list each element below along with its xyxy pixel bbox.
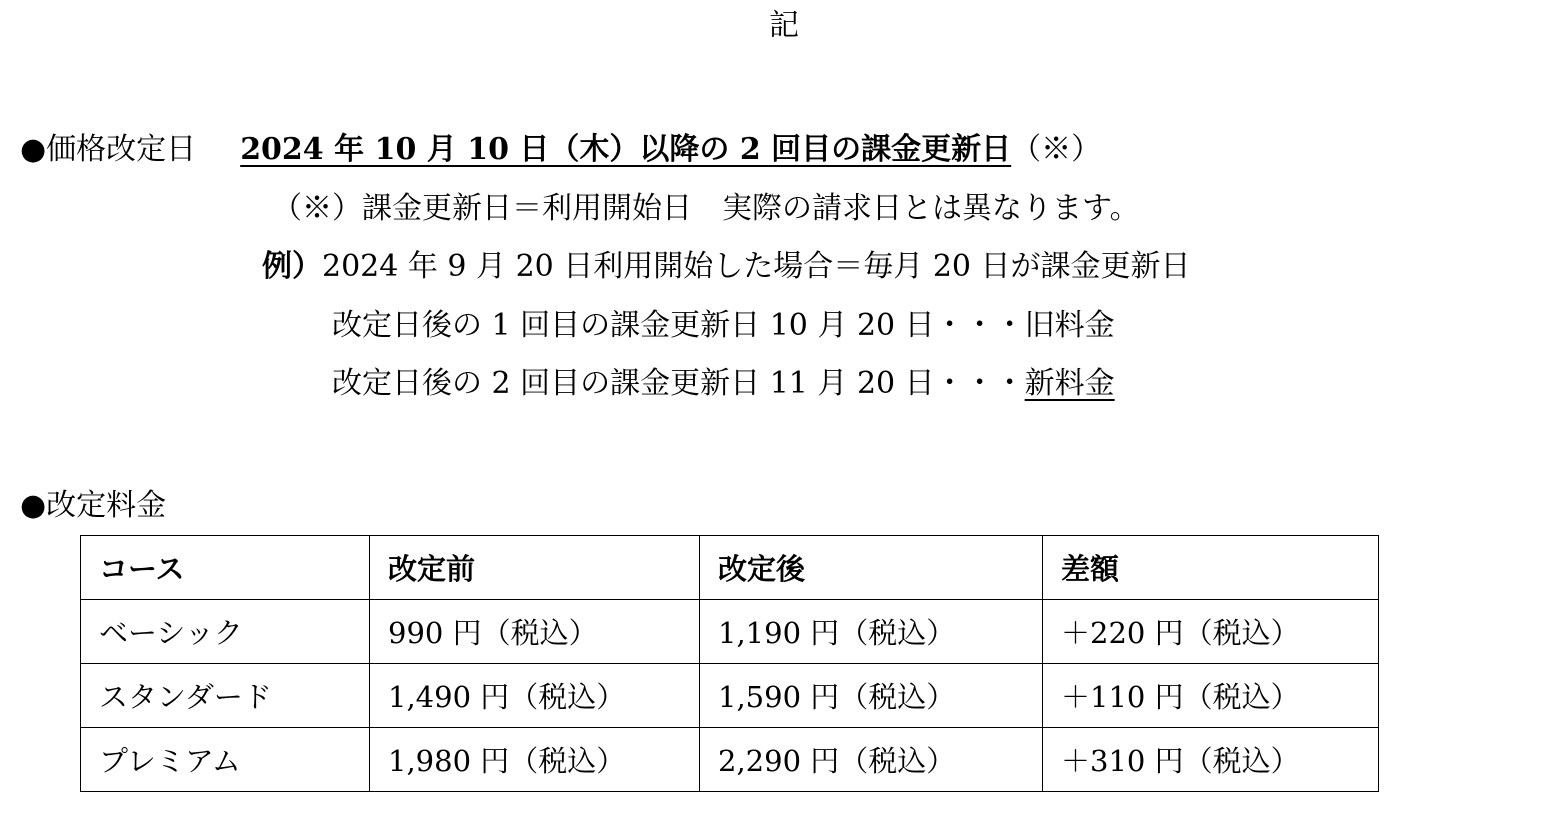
column-header-before: 改定前: [370, 536, 700, 600]
course-cell: スタンダード: [81, 664, 370, 728]
example-old-price-line: 改定日後の 1 回目の課金更新日 10 月 20 日・・・旧料金: [332, 308, 1115, 343]
price-revision-date: 2024 年 10 月 10 日（木）以降の 2 回目の課金更新日: [240, 132, 1012, 167]
revised-rates-label: ●改定料金: [20, 488, 167, 523]
table-row: [81, 600, 1379, 664]
price-before-cell: 1,490 円（税込）: [370, 664, 700, 728]
price-after-cell: 1,190 円（税込）: [700, 600, 1043, 664]
revised-rates-table: [80, 535, 1379, 792]
price-difference-cell: ＋220 円（税込）: [1043, 600, 1379, 664]
price-before-cell: 990 円（税込）: [370, 600, 700, 664]
table-row: [81, 728, 1379, 792]
document-heading: 記: [769, 8, 799, 43]
price-after-cell: 2,290 円（税込）: [700, 728, 1043, 792]
note-line: （※）課金更新日＝利用開始日 実際の請求日とは異なります。: [272, 191, 1140, 226]
example-new-price-emphasis: 新料金: [1024, 366, 1115, 401]
price-after-cell: 1,590 円（税込）: [700, 664, 1043, 728]
price-before-cell: 1,980 円（税込）: [370, 728, 700, 792]
column-header-course: コース: [81, 536, 370, 600]
example-new-price-line: [332, 362, 1115, 406]
table-header-row: [81, 536, 1379, 600]
table-row: [81, 664, 1379, 728]
price-revision-note-mark: （※）: [1011, 132, 1102, 167]
example-label: 例）: [262, 249, 322, 284]
price-revision-label: ●価格改定日: [20, 132, 197, 167]
price-difference-cell: ＋310 円（税込）: [1043, 728, 1379, 792]
price-difference-cell: ＋110 円（税込）: [1043, 664, 1379, 728]
example-line: [262, 245, 1191, 289]
course-cell: ベーシック: [81, 600, 370, 664]
example-new-price-prefix: 改定日後の 2 回目の課金更新日 11 月 20 日・・・: [332, 366, 1025, 401]
price-revision-line: [20, 128, 1101, 172]
column-header-difference: 差額: [1043, 536, 1379, 600]
course-cell: プレミアム: [81, 728, 370, 792]
example-text: 2024 年 9 月 20 日利用開始した場合＝毎月 20 日が課金更新日: [322, 249, 1191, 284]
column-header-after: 改定後: [700, 536, 1043, 600]
